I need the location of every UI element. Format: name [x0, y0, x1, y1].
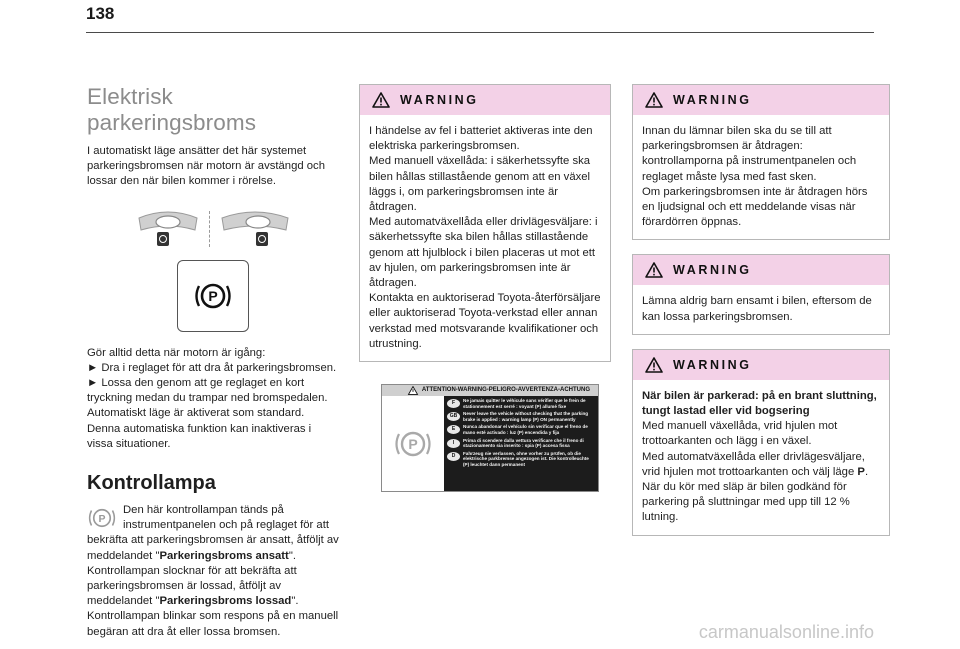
- warning-box-slope: [632, 349, 890, 536]
- label-header: ATTENTION-WARNING-PELIGRO-AVVERTENZA-ACHTUNG: [382, 385, 598, 396]
- warning-title: WARNING: [673, 93, 752, 107]
- section-title: Elektrisk parkeringsbroms: [87, 84, 257, 135]
- message-released: Parkeringsbroms lossad: [159, 595, 292, 608]
- parking-brake-warning-icon: [87, 505, 117, 533]
- warning-label-sticker: [381, 384, 599, 492]
- steering-wheel-figure: [87, 208, 339, 250]
- indicator-text-span: ".: [288, 549, 296, 562]
- instruction-line: Denna automatiska funktion kan inaktiveras i vissa situationer.: [87, 422, 312, 450]
- label-line: [447, 411, 595, 422]
- warning-body: [360, 115, 610, 361]
- warning-box-children: [632, 254, 890, 334]
- warning-header: [633, 350, 889, 380]
- warning-header: [633, 85, 889, 115]
- warning-lead-bold: När bilen är parkerad: på en brant sluttning, tungt lastad eller vid bogsering: [642, 389, 877, 418]
- warning-line-span: Med automatväxellåda eller drivlägesväljare, vrid hjulen mot trottoarkanten och välj läge: [642, 450, 865, 478]
- warning-line: Innan du lämnar bilen ska du se till att parkeringsbromsen är åtdragen: kontrollamporna på instrumentpanelen och reglaget måste lysa med fast sken.: [642, 125, 857, 183]
- label-text: Never leave the vehicle without checking that the parking brake is applied : warning lamp (P) ON permanently: [463, 411, 589, 422]
- page-number: 138: [86, 4, 115, 23]
- label-text: Ne jamais quitter le véhicule sans vérifier que le frein de stationnement est serré : voyant (P) allumé fixe: [463, 398, 586, 409]
- label-text: Fahrzeug nie verlassen, ohne vorher zu prüfen, ob die elektrische parkbremse angezogen ist. Die kontrolleuchte (P) leuchtet dann permanent: [463, 450, 589, 467]
- warning-title: WARNING: [673, 357, 752, 372]
- label-line: [447, 398, 595, 409]
- warning-triangle-icon: [645, 357, 663, 373]
- warning-box-battery: [359, 84, 611, 362]
- warning-body: [633, 115, 889, 239]
- label-triangle-icon: [406, 386, 420, 395]
- label-text: Prima di scendere dalla vettura verificare che il freno di stazionamento sia inserito : spia (P) accesa fissa: [463, 437, 584, 449]
- steering-wheel-right-icon: [218, 208, 292, 250]
- warning-header: [633, 255, 889, 285]
- indicator-text-span: ".: [291, 595, 299, 608]
- indicator-heading: Kontrollampa: [87, 472, 216, 495]
- warning-triangle-icon: [645, 262, 663, 278]
- indicator-paragraph: [87, 503, 339, 640]
- instruction-line: ► Lossa den genom att ge reglaget en kort tryckning medan du trampar ned bromspedalen.: [87, 377, 328, 405]
- label-line: [447, 424, 595, 435]
- label-line: [447, 438, 595, 449]
- label-flag: E: [447, 425, 460, 434]
- intro-paragraph: I automatiskt läge ansätter det här systemet parkeringsbromsen när motorn är avstängd och lossar den när bilen kommer i rörelse.: [87, 145, 325, 188]
- label-line: [447, 451, 595, 468]
- svg-text:P: P: [98, 512, 106, 525]
- warning-lead: [642, 389, 880, 419]
- warning-box-leaving: [632, 84, 890, 240]
- warning-title: WARNING: [400, 93, 479, 107]
- instructions-block: [87, 346, 339, 452]
- warning-title: WARNING: [673, 263, 752, 278]
- indicator-text-span: Den här kontrollampan tänds på instrumentpanelen och på reglaget för att bekräfta att parkeringsbromsen är ansatt, åtföljt av meddelandet ": [87, 504, 339, 562]
- warning-triangle-icon: [645, 92, 663, 108]
- label-flag: F: [447, 399, 460, 408]
- label-flag: D: [447, 452, 460, 461]
- label-flag: GB: [447, 412, 460, 421]
- warning-line: [642, 450, 880, 480]
- message-applied: Parkeringsbroms ansatt: [159, 549, 289, 562]
- warning-header: [360, 85, 610, 115]
- instruction-line: Gör alltid detta när motorn är igång:: [87, 346, 266, 359]
- watermark: carmanualsonline.info: [698, 622, 874, 642]
- label-text-panel: [444, 396, 598, 491]
- column-2: [359, 84, 611, 492]
- svg-text:P: P: [208, 287, 218, 304]
- warning-line: Med automatväxellåda eller drivlägesväljare: i säkerhetssyfte ska bilen hållas stillastående genom att hjulblock i bilen placeras ut mot ett av hjulen, om parkeringsbromsen inte är åtdragen.: [369, 216, 598, 290]
- instruction-line: ► Dra i reglaget för att dra åt parkeringsbromsen.: [87, 361, 337, 374]
- indicator-text-2: [87, 564, 339, 610]
- svg-text:P: P: [408, 435, 418, 452]
- indicator-text-1: [87, 503, 339, 564]
- steering-wheel-left-icon: [135, 208, 201, 250]
- header-rule: [86, 32, 874, 33]
- warning-line-span: .: [864, 465, 869, 478]
- warning-line: Om parkeringsbromsen inte är åtdragen hörs en ljudsignal och ett meddelande visas när förardörren öppnas.: [642, 185, 868, 229]
- column-3: [632, 84, 890, 536]
- column-1: [87, 84, 339, 640]
- warning-line: Med manuell växellåda: i säkerhetssyfte ska bilen hållas stillastående genom att en växel läggs i, om parkeringsbromsen inte är åtdragen.: [369, 155, 591, 214]
- warning-line: I händelse av fel i batteriet aktiveras inte den elektriska parkeringsbromsen.: [369, 125, 593, 153]
- indicator-text-3: Kontrollampan blinkar som respons på en manuell begäran att dra åt eller lossa bromsen.: [87, 610, 339, 638]
- warning-triangle-icon: [372, 92, 390, 108]
- warning-line: Kontakta en auktoriserad Toyota-återförsäljare eller auktoriserad Toyota-verkstad eller annan verkstad med motsvarande kvalifikationer och utrustning.: [369, 292, 601, 350]
- warning-line: Lämna aldrig barn ensamt i bilen, eftersom de kan lossa parkeringsbromsen.: [642, 295, 872, 323]
- label-parking-icon: [382, 396, 444, 491]
- figure-divider: [209, 211, 210, 247]
- parking-brake-button-icon: [177, 260, 249, 332]
- warning-line: Med manuell växellåda, vrid hjulen mot trottoarkanten och lägg i en växel.: [642, 420, 838, 448]
- gear-p-label: P: [857, 465, 865, 478]
- label-flag: I: [447, 439, 460, 448]
- warning-body: [633, 285, 889, 333]
- warning-body: [633, 380, 889, 535]
- instruction-line: Automatiskt läge är aktiverat som standard.: [87, 407, 305, 420]
- label-text: Nunca abandonar el vehículo sin verificar que el freno de mano esté activado : luz (P) encendida y fija: [463, 424, 588, 436]
- warning-line: När du kör med släp är bilen godkänd för parkering på sluttningar med upp till 12 % lutning.: [642, 481, 850, 524]
- indicator-text-span: Kontrollampan slocknar för att bekräfta att parkeringsbromsen är lossad, åtföljt av meddelandet ": [87, 564, 297, 608]
